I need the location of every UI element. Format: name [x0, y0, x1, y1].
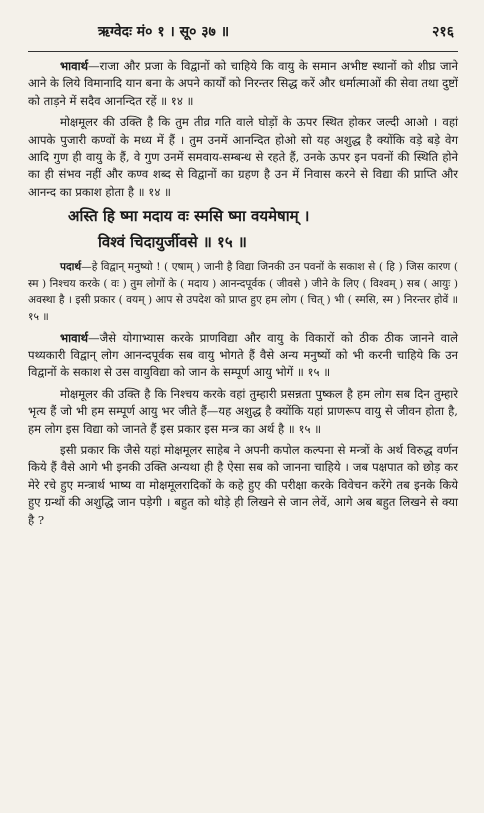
padartha-block: [28, 259, 458, 325]
header-rule: [28, 51, 458, 52]
padartha-text: —हे विद्वान् मनुष्यो ! ( एषाम् ) जानी है विद्या जिनकी उन पवनों के सकाश से ( हि ) जिस कारण ( स्म ) निश्चय करके ( वः ) तुम लोगों के ( मदाय ) आनन्दपूर्वक ( जीवसे ) जीने के लिए ( विश्वम् ) सब ( आयुः ) अवस्था है । इसी प्रकार ( वयम् ) आप से उपदेश को प्राप्त हुए हम लोग ( चित् ) भी ( स्मसि, स्म ) निरन्तर होवें ॥ १५ ॥: [28, 261, 458, 324]
bhavartha-paragraph-15: [28, 330, 458, 382]
mantra-line-2: विश्वं चिदायुर्जीवसे ॥ १५ ॥: [98, 233, 247, 252]
page-header: [28, 22, 458, 41]
critique-paragraph-15: मोक्षमूलर की उक्ति है कि निश्चय करके वहां तुम्हारी प्रसन्नता पुष्कल है हम लोग सब दिन तुम्हारे भृत्य हैं जो भी हम सम्पूर्ण आयु भर जीते हैं—यह अशुद्ध है क्योंकि यहां प्राणरूप वायु से जीवन होता है, हम लोग इस विद्या को जानते हैं इस प्रकार इस मन्त्र का अर्थ है ॥ १५ ॥: [28, 386, 458, 436]
chapter-reference: ऋग्वेदः मं० १ । सू० ३७ ॥: [98, 24, 230, 40]
page-number: २१६: [432, 24, 454, 40]
bhavartha-label-15: भावार्थ: [60, 330, 89, 345]
padartha-label: पदार्थ: [60, 261, 82, 274]
bhavartha-text-15: —जैसे योगाभ्यास करके प्राणविद्या और वायु के विकारों को ठीक ठीक जानने वाले पथ्यकारी विद्वान् लोग आनन्दपूर्वक सब वायु भोगते हैं वैसे अन्य मनुष्यों को भी करनी चाहिये कि उन विद्वानों के सकाश से उस वायुविद्या को जान के सम्पूर्ण आयु भोगें ॥ १५ ॥: [28, 330, 458, 380]
bhavartha-text: —राजा और प्रजा के विद्वानों को चाहिये कि वायु के समान अभीष्ट स्थानों को शीघ्र जाने आने के लिये विमानादि यान बना के अपने कार्यों को निरन्तर सिद्ध करें और धर्मात्माओं की सेवा तथा दुष्टों को ताड़ने में सदैव आनन्दित रहें ॥ १४ ॥: [28, 59, 458, 108]
closing-paragraph: इसी प्रकार कि जैसे यहां मोक्षमूलर साहेब ने अपनी कपोल कल्पना से मन्त्रों के अर्थ विरुद्ध वर्णन किये हैं वैसे आगे भी इनकी उक्ति अन्यथा ही है ऐसा सब को जानना चाहिये । जब पक्षपात को छोड़ कर मेरे रचे हुए मन्त्रार्थ भाष्य वा मोक्षमूलरादिकों के कहे हुए की परीक्षा करके विवेचन करेंगे तब इनके किये हुए ग्रन्थों की अशुद्धि जान पड़ेगी । बहुत को थोड़े ही लिखने से जान लेवें, आगे अब बहुत लिखने से क्या है ?: [28, 443, 458, 527]
bhavartha-label: भावार्थ: [60, 59, 89, 73]
padartha-paragraph: [28, 259, 458, 325]
bhavartha-paragraph-14: [28, 58, 458, 110]
mantra-line-1: अस्ति हि ष्मा मदाय वः स्मसि ष्मा वयमेषाम् ।: [68, 207, 310, 226]
critique-paragraph-14: मोक्षमूलर की उक्ति है कि तुम तीव्र गति वाले घोड़ों के ऊपर स्थित होकर जल्दी आओ । वहां आपके पुजारी कण्वों के मध्य में हैं । तुम उनमें आनन्दित होओ सो यह अशुद्ध है क्योंकि वड़े बड़े वेग आदि गुण ही वायु के हैं, वे गुण उनमें समवाय-सम्बन्ध से रहते हैं, उनके ऊपर इन पवनों की स्थिति होने का ही संभव नहीं और कण्व शब्द से विद्वानों का ग्रहण है उन में निवास करने से विद्या की प्राप्ति और आनन्द का प्रकाश होता है ॥ १४ ॥: [28, 115, 458, 199]
